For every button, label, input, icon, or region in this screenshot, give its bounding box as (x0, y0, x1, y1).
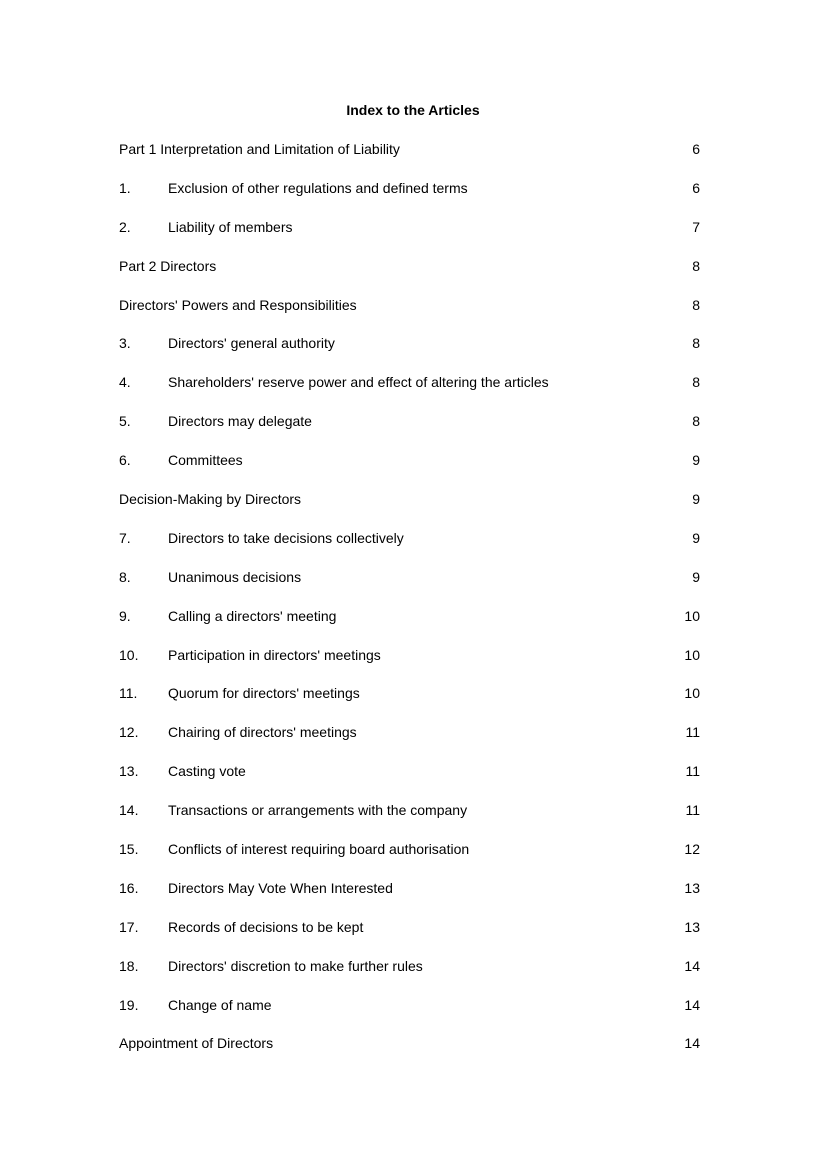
toc-entry-page: 8 (692, 257, 700, 274)
toc-heading-part-2[interactable] (119, 257, 700, 296)
toc-entry-13[interactable] (119, 762, 700, 801)
toc-entry-14[interactable] (119, 801, 700, 840)
toc-entry-page: 13 (684, 918, 700, 935)
toc-entry-page: 8 (692, 335, 700, 352)
toc-entry-title: Conflicts of interest requiring board authorisation (168, 841, 470, 858)
toc-entry-page: 11 (685, 802, 700, 819)
toc-entry-title: Appointment of Directors (119, 1035, 274, 1052)
toc-entry-title: Liability of members (168, 218, 293, 235)
toc-entry-title: Directors' general authority (168, 335, 335, 352)
toc-entry-number: 4. (119, 374, 131, 391)
toc-entry-page: 9 (692, 529, 700, 546)
toc-entry-number: 9. (119, 607, 131, 624)
toc-entry-4[interactable] (119, 373, 700, 412)
toc-entry-number: 19. (119, 996, 139, 1013)
toc-entry-1[interactable] (119, 179, 700, 218)
toc-entry-title: Directors' discretion to make further rules (168, 957, 423, 974)
toc-entry-title: Quorum for directors' meetings (168, 685, 360, 702)
toc-entry-12[interactable] (119, 723, 700, 762)
toc-entry-title: Part 1 Interpretation and Limitation of Liability (119, 141, 400, 157)
toc-entry-page: 6 (692, 141, 700, 157)
toc-entry-number: 3. (119, 335, 131, 352)
toc-entry-18[interactable] (119, 957, 700, 996)
toc-entry-title: Unanimous decisions (168, 568, 302, 585)
toc-entry-page: 10 (684, 607, 700, 624)
toc-entry-11[interactable] (119, 684, 700, 723)
toc-entry-3[interactable] (119, 334, 700, 373)
toc-entry-title: Directors' Powers and Responsibilities (119, 296, 357, 313)
toc-entry-number: 14. (119, 802, 139, 819)
toc-entry-16[interactable] (119, 879, 700, 918)
toc-entry-page: 10 (684, 646, 700, 663)
toc-entry-page: 8 (692, 374, 700, 391)
toc-entry-title: Change of name (168, 996, 272, 1013)
toc-entry-number: 15. (119, 841, 139, 858)
toc-entry-2[interactable] (119, 218, 700, 257)
toc-entry-title: Chairing of directors' meetings (168, 724, 357, 741)
toc-entry-title: Records of decisions to be kept (168, 918, 364, 935)
toc-entry-number: 17. (119, 918, 139, 935)
toc-entry-page: 11 (685, 763, 700, 780)
toc-entry-15[interactable] (119, 840, 700, 879)
toc-entry-6[interactable] (119, 451, 700, 490)
toc-heading-appointment[interactable] (119, 1034, 700, 1073)
toc-entry-page: 9 (692, 491, 700, 508)
toc-entry-page: 6 (692, 179, 700, 196)
toc-entry-17[interactable] (119, 918, 700, 957)
toc-entry-number: 5. (119, 413, 131, 430)
toc-entry-number: 18. (119, 957, 139, 974)
toc-entry-title: Directors to take decisions collectively (168, 529, 404, 546)
toc-entry-number: 1. (119, 179, 131, 196)
toc-entry-title: Calling a directors' meeting (168, 607, 337, 624)
toc-entry-page: 14 (684, 1035, 700, 1052)
toc-entry-number: 12. (119, 724, 139, 741)
toc-entry-number: 6. (119, 452, 131, 469)
toc-entry-title: Directors May Vote When Interested (168, 879, 393, 896)
toc-entry-number: 8. (119, 568, 131, 585)
toc-entry-page: 8 (692, 296, 700, 313)
toc-entry-page: 14 (684, 996, 700, 1013)
toc-entry-title: Committees (168, 452, 243, 469)
toc-entry-title: Shareholders' reserve power and effect of altering the articles (168, 374, 549, 391)
toc-entry-number: 13. (119, 763, 139, 780)
toc-entry-10[interactable] (119, 646, 700, 685)
toc-entry-page: 10 (684, 685, 700, 702)
toc-entry-page: 9 (692, 452, 700, 469)
toc-entry-number: 10. (119, 646, 139, 663)
table-of-contents (119, 140, 700, 1073)
toc-entry-title: Transactions or arrangements with the company (168, 802, 468, 819)
toc-entry-number: 7. (119, 529, 131, 546)
toc-entry-page: 11 (685, 724, 700, 741)
toc-entry-title: Directors may delegate (168, 413, 312, 430)
toc-entry-page: 12 (684, 841, 700, 858)
toc-entry-7[interactable] (119, 529, 700, 568)
toc-entry-5[interactable] (119, 412, 700, 451)
toc-entry-title: Casting vote (168, 763, 246, 780)
toc-entry-number: 11. (119, 685, 138, 702)
toc-entry-page: 14 (684, 957, 700, 974)
toc-entry-8[interactable] (119, 568, 700, 607)
toc-entry-title: Participation in directors' meetings (168, 646, 381, 663)
toc-heading-decision-making[interactable] (119, 490, 700, 529)
page-title: Index to the Articles (346, 102, 480, 118)
toc-entry-page: 13 (684, 879, 700, 896)
toc-entry-page: 8 (692, 413, 700, 430)
toc-entry-title: Decision-Making by Directors (119, 491, 302, 508)
toc-entry-title: Exclusion of other regulations and defined terms (168, 179, 468, 196)
toc-entry-page: 7 (692, 218, 700, 235)
toc-entry-19[interactable] (119, 996, 700, 1035)
toc-entry-page: 9 (692, 568, 700, 585)
toc-heading-part-1[interactable] (119, 140, 700, 179)
toc-entry-number: 16. (119, 879, 139, 896)
toc-entry-9[interactable] (119, 607, 700, 646)
toc-heading-directors-powers[interactable] (119, 296, 700, 335)
toc-entry-number: 2. (119, 218, 131, 235)
toc-entry-title: Part 2 Directors (119, 257, 217, 274)
